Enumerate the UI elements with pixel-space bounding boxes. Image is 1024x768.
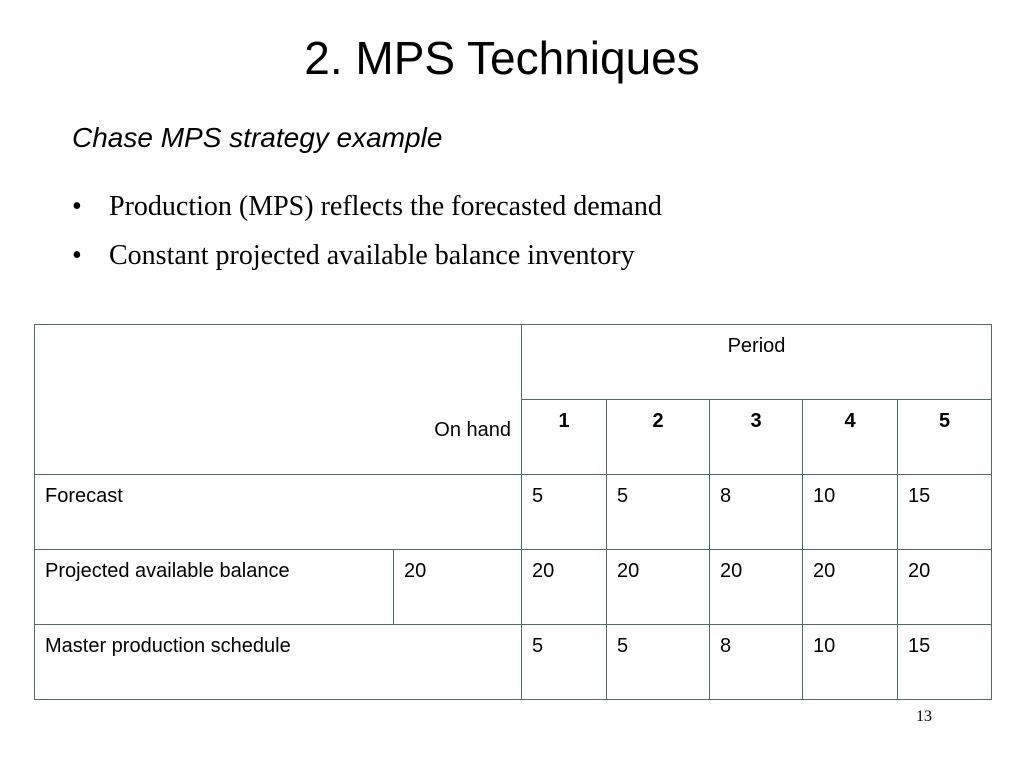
table-row: [35, 550, 992, 625]
table-cell: 10: [803, 475, 898, 550]
table-cell: 10: [803, 625, 898, 700]
bullet-item: [72, 186, 662, 235]
bullet-text: Constant projected available balance inventory: [109, 240, 635, 271]
slide-subtitle: Chase MPS strategy example: [72, 122, 443, 153]
table-cell: 5: [522, 475, 607, 550]
table-cell: 15: [898, 475, 992, 550]
period-number: 5: [898, 400, 992, 475]
bullet-text: Production (MPS) reflects the forecasted demand: [109, 191, 662, 222]
period-header: Period: [522, 325, 992, 400]
table-cell: 20: [522, 550, 607, 625]
page-number: 13: [916, 708, 932, 725]
table-cell: 20: [803, 550, 898, 625]
table-row: [35, 475, 992, 550]
table-cell: 20: [607, 550, 710, 625]
table-cell: 20: [710, 550, 803, 625]
table-cell: 8: [710, 625, 803, 700]
bullet-dot-icon: •: [72, 191, 82, 222]
bullet-item: [72, 235, 662, 284]
mps-table: [34, 324, 992, 700]
period-number: 4: [803, 400, 898, 475]
table-cell: 5: [607, 625, 710, 700]
period-number: 1: [522, 400, 607, 475]
bullet-list: [72, 186, 662, 284]
row-label: Projected available balance: [35, 550, 394, 625]
slide-title: 2. MPS Techniques: [304, 32, 700, 84]
table-cell: 5: [607, 475, 710, 550]
period-number: 2: [607, 400, 710, 475]
table-row: [35, 625, 992, 700]
table-cell: 20: [898, 550, 992, 625]
row-label: Forecast: [35, 475, 522, 550]
table-cell: 5: [522, 625, 607, 700]
bullet-dot-icon: •: [72, 240, 82, 271]
table-cell: 15: [898, 625, 992, 700]
table-cell: 8: [710, 475, 803, 550]
on-hand-value: 20: [394, 550, 522, 625]
period-number: 3: [710, 400, 803, 475]
table-header-row: [35, 325, 992, 400]
on-hand-header: On hand: [35, 325, 522, 475]
row-label: Master production schedule: [35, 625, 522, 700]
